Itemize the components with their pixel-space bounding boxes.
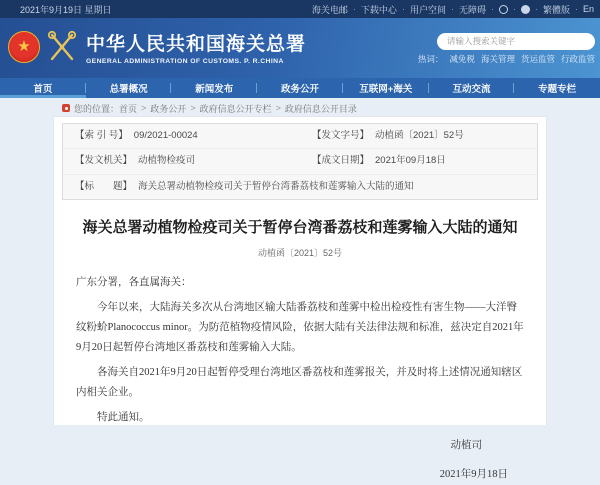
breadcrumb-gov-affairs[interactable]: 政务公开	[150, 103, 187, 114]
link-english[interactable]: En	[582, 4, 594, 14]
article-title: 海关总署动植物检疫司关于暂停台湾番荔枝和莲雾输入大陆的通知	[82, 220, 518, 237]
hotwords-bar	[418, 53, 595, 65]
site-brand	[8, 29, 306, 65]
document-meta-table	[62, 123, 538, 200]
search-area	[437, 31, 595, 50]
article-body	[62, 273, 538, 485]
nav-item-special-topics[interactable]: 专题专栏	[538, 84, 577, 95]
article-doc-number: 动植函〔2021〕52号	[257, 248, 343, 259]
breadcrumb-info-disclosure[interactable]: 政府信息公开专栏	[199, 103, 272, 114]
weibo-icon[interactable]	[499, 5, 508, 14]
site-subtitle-en: GENERAL ADMINISTRATION OF CUSTOMS. P. R.CHINA	[86, 58, 284, 65]
wechat-icon[interactable]	[521, 5, 530, 14]
link-traditional-chinese[interactable]: 繁體版	[542, 4, 570, 15]
link-user-space[interactable]: 用户空间	[409, 4, 446, 15]
meta-row	[63, 175, 537, 199]
hotwords-label: 热词：	[417, 54, 444, 64]
nav-item-home[interactable]: 首页	[0, 78, 86, 98]
nav-item-overview[interactable]: 总署概况	[86, 78, 172, 98]
nav-item-gov-affairs[interactable]: 政务公开	[257, 78, 343, 98]
meta-issuing-organ: 【发文机关】 动植物检疫司	[75, 155, 196, 167]
hotword-link[interactable]: 海关管理	[480, 54, 515, 64]
link-download-center[interactable]: 下载中心	[360, 4, 397, 15]
nav-item-internet-customs[interactable]: 互联网+海关	[343, 78, 429, 98]
article-paragraph: 各海关自2021年9月20日起暂停受理台湾地区番荔枝和莲雾报关，并及时将上述情况通知辖区内相关企业。	[76, 366, 523, 399]
search-input[interactable]	[437, 33, 595, 50]
breadcrumb-info-directory[interactable]: 政府信息公开目录	[284, 103, 357, 114]
hotword-link[interactable]: 货运监管	[520, 54, 555, 64]
customs-emblem-icon	[46, 30, 78, 64]
nav-item-interaction[interactable]: 互动交流	[429, 78, 515, 98]
link-accessibility[interactable]: 无障碍	[458, 4, 486, 15]
national-emblem-icon: ★	[8, 31, 40, 63]
article-closing: 特此通知。	[97, 411, 150, 423]
site-title: 中华人民共和国海关总署	[86, 34, 307, 55]
utility-links: 海关电邮 · 下载中心 · 用户空间 · 无障碍 · · · 繁體版 · En	[311, 4, 594, 15]
location-icon	[62, 104, 70, 112]
breadcrumb-home[interactable]: 首页	[119, 103, 138, 114]
signature-organ: 动植司	[450, 440, 482, 452]
meta-issue-date: 【成文日期】 2021年09月18日	[312, 155, 446, 167]
meta-row	[63, 149, 537, 174]
meta-title: 【标 题】 海关总署动植物检疫司关于暂停台湾番荔枝和莲雾输入大陆的通知	[75, 180, 414, 192]
current-date: 2021年9月19日 星期日	[20, 4, 112, 15]
meta-row	[63, 124, 537, 149]
meta-doc-number: 【发文字号】 动植函〔2021〕52号	[312, 130, 464, 141]
top-utility-bar	[0, 0, 600, 18]
main-nav	[0, 78, 600, 98]
signature-block	[76, 436, 524, 485]
document-card	[53, 116, 547, 480]
nav-item-news[interactable]: 新闻发布	[171, 78, 257, 98]
signature-date: 2021年9月18日	[439, 468, 508, 480]
site-titles	[86, 29, 306, 65]
article-paragraph: 今年以来，大陆海关多次从台湾地区输大陆番荔枝和莲雾中检出检疫性有害生物——大洋臀纹粉蚧Planococcus minor。为防范植物疫情风险，依据大陆有关法律法规和标准，兹决定自2021年9月20日起暂停台湾地区番荔枝和莲雾输入大陆。	[76, 301, 524, 354]
breadcrumb-prefix: 您的位置：	[74, 103, 120, 114]
hotword-link[interactable]: 行政监管	[560, 54, 595, 64]
site-header	[0, 18, 600, 78]
hotword-link[interactable]: 减免税	[449, 54, 475, 64]
link-customs-mail[interactable]: 海关电邮	[311, 4, 348, 15]
article-salutation: 广东分署，各直属海关：	[76, 277, 192, 289]
meta-index-number: 【索 引 号】 09/2021-00024	[75, 130, 198, 141]
breadcrumb: 您的位置： 首页 > 政务公开 > 政府信息公开专栏 > 政府信息公开目录	[0, 98, 600, 118]
